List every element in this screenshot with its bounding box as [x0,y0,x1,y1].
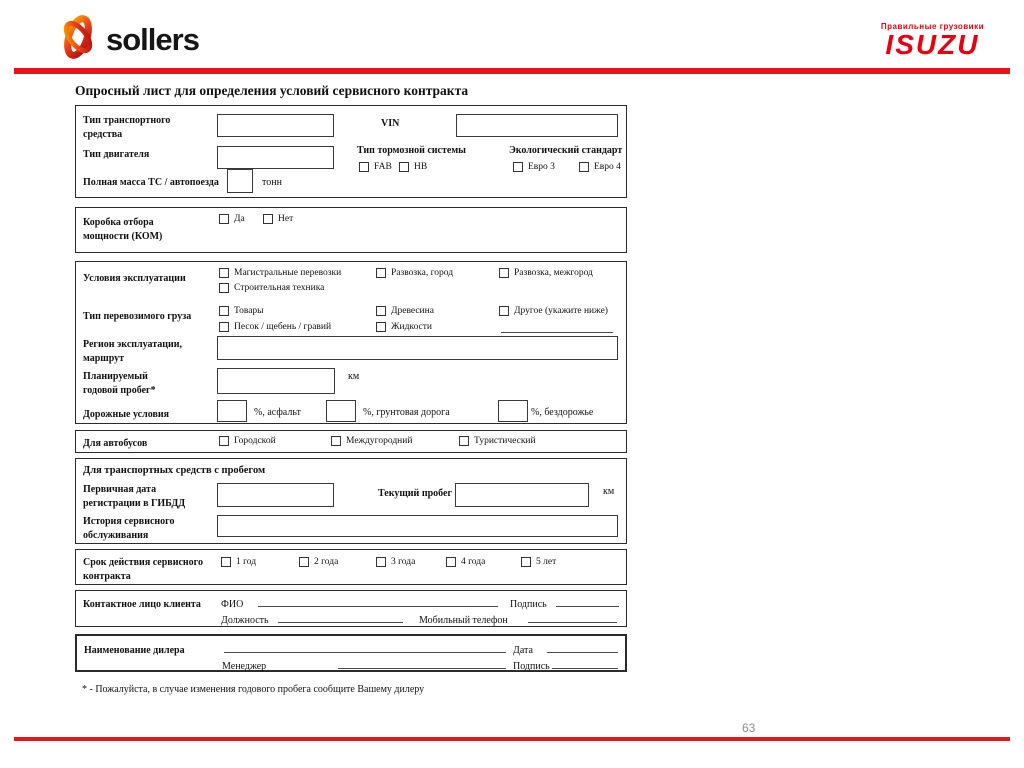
service-history-input[interactable] [217,515,618,537]
checkbox-bus-city[interactable] [219,436,229,446]
bus-option-tourist [459,436,536,448]
checkbox-intercity-delivery[interactable] [499,268,509,278]
checkbox-wood-label: Древесина [391,306,434,316]
road-asphalt-input[interactable] [217,400,247,422]
pto-option-no [263,214,293,226]
checkbox-city-delivery-label: Развозка, город [391,268,454,278]
brake-system-label: Тип тормозной системы [357,145,466,156]
checkbox-euro3[interactable] [513,162,523,172]
dealer-label: Наименование дилера [84,645,185,656]
condition-option-construction [219,283,324,295]
section-buses [75,430,627,453]
used-vehicles-heading: Для транспортных средств с пробегом [83,465,266,476]
road-offroad-unit: %, бездорожье [531,407,594,418]
cargo-option-goods [219,306,264,318]
term-option-2 [299,557,338,569]
brake-option-hb [399,162,427,174]
checkbox-goods[interactable] [219,306,229,316]
checkbox-construction-label: Строительная техника [234,283,325,293]
engine-type-label: Тип двигателя [83,149,150,160]
section-dealer [75,634,627,672]
checkbox-goods-label: Товары [234,306,264,316]
checkbox-term-3years-label: 3 года [391,557,416,567]
checkbox-highway[interactable] [219,268,229,278]
gross-weight-input[interactable] [227,169,253,193]
checkbox-bus-tourist[interactable] [459,436,469,446]
dealer-name-line[interactable] [224,652,506,653]
section-contract-term [75,549,627,585]
isuzu-tagline: Правильные грузовики [880,22,984,31]
cargo-option-wood [376,306,434,318]
checkbox-fab[interactable] [359,162,369,172]
gross-weight-label: Полная масса ТС / автопоезда [83,177,219,188]
region-label: Регион эксплуатации, маршрут [83,339,183,364]
buses-label: Для автобусов [83,438,148,449]
reg-date-input[interactable] [217,483,334,507]
checkbox-bus-intercity-label: Междугородний [346,436,413,446]
checkbox-intercity-delivery-label: Развозка, межгород [514,268,593,278]
checkbox-sand-gravel-label: Песок / щебень / гравий [234,322,332,332]
top-divider [14,68,1010,74]
checkbox-euro3-label: Евро 3 [528,162,555,172]
checkbox-bus-intercity[interactable] [331,436,341,446]
sollers-logo [58,14,199,65]
manager-line[interactable] [338,668,506,669]
reg-date-label: Первичная дата регистрации в ГИБДД [83,484,186,509]
client-contact-label: Контактное лицо клиента [83,599,201,610]
condition-option-highway [219,268,341,280]
checkbox-pto-no[interactable] [263,214,273,224]
checkbox-pto-no-label: Нет [278,214,294,224]
road-asphalt-unit: %, асфальт [254,407,301,418]
current-mileage-label: Текущий пробег [378,488,452,499]
checkbox-hb[interactable] [399,162,409,172]
checkbox-bus-city-label: Городской [234,436,276,446]
pto-option-yes [219,214,245,226]
bus-option-city [219,436,276,448]
vehicle-type-label: Тип транспортного средства [83,115,171,140]
mobile-line[interactable] [528,622,617,623]
annual-mileage-unit: км [348,371,360,382]
contract-term-label: Срок действия сервисного контракта [83,557,203,582]
page-number: 63 [742,721,756,735]
section-vehicle-info [75,105,627,198]
section-client-contact [75,590,627,627]
checkbox-highway-label: Магистральные перевозки [234,268,342,278]
isuzu-logo [881,22,984,58]
checkbox-construction[interactable] [219,283,229,293]
position-line[interactable] [278,622,403,623]
vin-input[interactable] [456,114,618,137]
client-signature-line[interactable] [556,606,619,607]
annual-mileage-label: Планируемый годовой пробег* [83,371,156,396]
dealer-signature-line[interactable] [552,668,618,669]
position-label: Должность [221,615,269,626]
vehicle-type-input[interactable] [217,114,334,137]
checkbox-fab-label: FAB [374,162,392,172]
checkbox-other-cargo-label: Другое (укажите ниже) [514,306,608,316]
fio-label: ФИО [221,599,244,610]
client-signature-label: Подпись [510,599,547,610]
checkbox-liquids[interactable] [376,322,386,332]
section-used-vehicles [75,458,627,544]
bus-option-intercity [331,436,412,448]
checkbox-other-cargo[interactable] [499,306,509,316]
dealer-signature-label: Подпись [513,661,550,672]
other-cargo-line[interactable] [501,332,613,333]
checkbox-term-2years[interactable] [299,557,309,567]
checkbox-hb-label: HB [414,162,428,172]
date-line[interactable] [547,652,618,653]
term-option-5 [521,557,556,569]
eco-standard-label: Экологический стандарт [509,145,623,156]
checkbox-pto-yes[interactable] [219,214,229,224]
checkbox-liquids-label: Жидкости [391,322,433,332]
eco-option-euro3 [513,162,555,174]
checkbox-term-5years[interactable] [521,557,531,567]
checkbox-term-4years-label: 4 года [461,557,486,567]
road-dirt-unit: %, грунтовая дорога [363,407,450,418]
checkbox-term-5years-label: 5 лет [536,557,557,567]
cargo-option-liquids [376,322,432,334]
condition-option-intercity [499,268,593,280]
gross-weight-unit: тонн [262,177,282,188]
checkbox-euro4-label: Евро 4 [594,162,621,172]
checkbox-euro4[interactable] [579,162,589,172]
conditions-label: Условия эксплуатации [83,273,186,284]
road-offroad-input[interactable] [498,400,528,422]
term-option-3 [376,557,415,569]
vin-label: VIN [381,118,400,129]
isuzu-wordmark: ISUZU [885,29,980,60]
fio-line[interactable] [258,606,498,607]
checkbox-term-4years[interactable] [446,557,456,567]
checkbox-sand-gravel[interactable] [219,322,229,332]
road-dirt-input[interactable] [326,400,356,422]
checkbox-pto-yes-label: Да [234,214,245,224]
sollers-flame-icon [58,14,98,65]
current-mileage-input[interactable] [455,483,589,507]
date-label: Дата [513,645,533,656]
section-pto [75,207,627,253]
engine-type-input[interactable] [217,146,334,169]
checkbox-bus-tourist-label: Туристический [474,436,536,446]
term-option-1 [221,557,256,569]
checkbox-term-2years-label: 2 года [314,557,339,567]
bottom-divider [14,737,1010,741]
page-title: Опросный лист для определения условий сервисного контракта [75,83,469,98]
checkbox-term-3years[interactable] [376,557,386,567]
annual-mileage-input[interactable] [217,368,335,394]
cargo-option-sand [219,322,331,334]
road-conditions-label: Дорожные условия [83,409,170,420]
checkbox-city-delivery[interactable] [376,268,386,278]
cargo-option-other [499,306,608,318]
condition-option-city [376,268,453,280]
sollers-wordmark: sollers [106,21,199,57]
mobile-label: Мобильный телефон [419,615,508,626]
manager-label: Менеджер [222,661,267,672]
checkbox-term-1year-label: 1 год [236,557,257,567]
checkbox-wood[interactable] [376,306,386,316]
region-input[interactable] [217,336,618,360]
cargo-label: Тип перевозимого груза [83,311,192,322]
checkbox-term-1year[interactable] [221,557,231,567]
service-history-label: История сервисного обслуживания [83,516,175,541]
current-mileage-unit: км [603,486,615,497]
footnote: * - Пожалуйста, в случае изменения годового пробега сообщите Вашему дилеру [82,684,425,695]
brake-option-fab [359,162,392,174]
section-operating-conditions [75,261,627,424]
pto-label: Коробка отбора мощности (КОМ) [83,217,163,242]
eco-option-euro4 [579,162,621,174]
term-option-4 [446,557,485,569]
